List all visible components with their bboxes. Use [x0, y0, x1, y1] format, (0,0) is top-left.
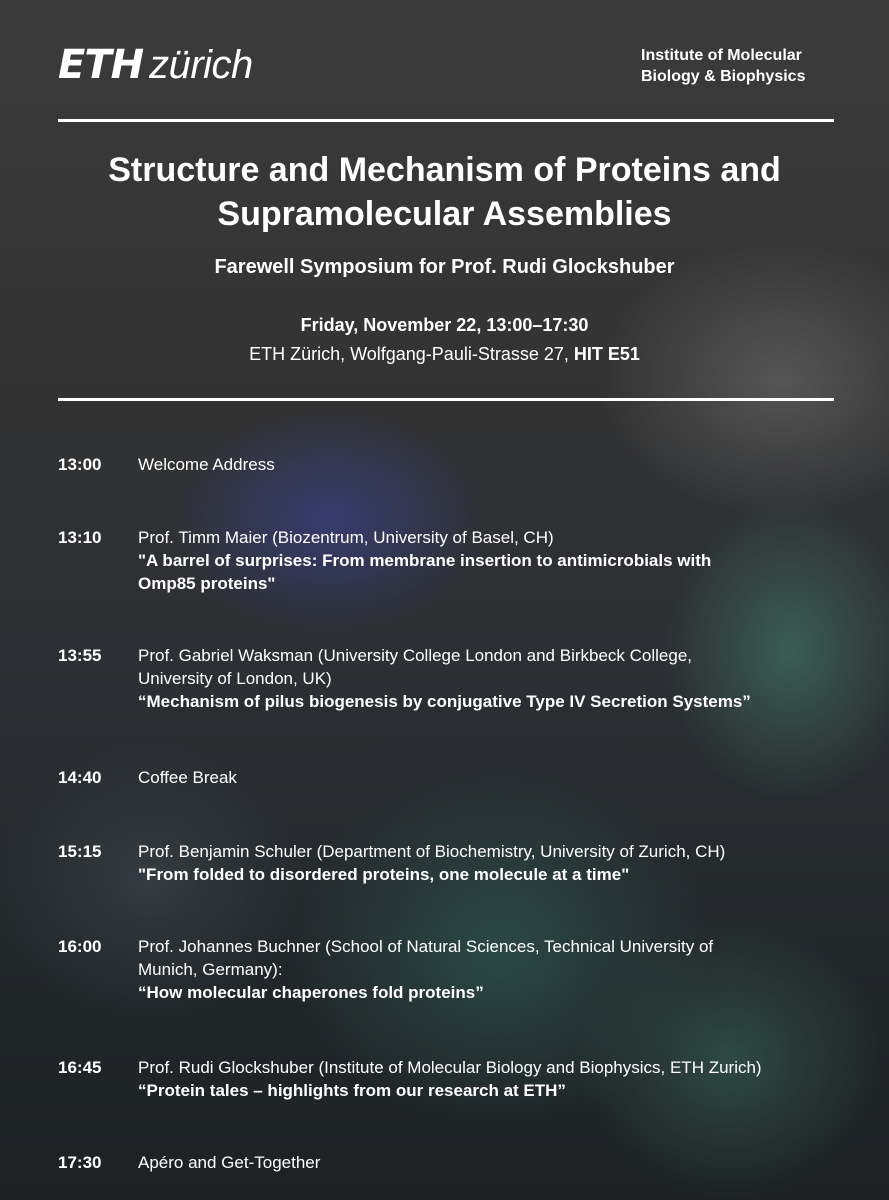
program-entry	[138, 453, 858, 476]
top-divider	[58, 119, 834, 122]
program-talk-title-line: "From folded to disordered proteins, one molecule at a time"	[138, 865, 630, 884]
poster-title	[0, 148, 889, 236]
program-entry	[138, 1056, 858, 1102]
poster-subtitle: Farewell Symposium for Prof. Rudi Glockshuber	[214, 256, 675, 278]
program-speaker-line: Munich, Germany):	[138, 960, 283, 979]
location-room: HIT E51	[573, 344, 640, 364]
program-speaker-line: Prof. Gabriel Waksman (University College London and Birkbeck College,	[138, 646, 693, 665]
title-line-2: Supramolecular Assemblies	[217, 195, 672, 233]
program-talk-title-line: Omp85 proteins"	[138, 574, 276, 593]
institute-line-1: Institute of Molecular	[641, 47, 802, 64]
program-time: 13:55	[58, 646, 102, 665]
program-speaker-line: Prof. Timm Maier (Biozentrum, University of Basel, CH)	[138, 528, 554, 547]
program-time: 13:10	[58, 528, 102, 547]
bottom-divider	[58, 398, 834, 401]
program-speaker-line: Prof. Benjamin Schuler (Department of Biochemistry, University of Zurich, CH)	[138, 842, 726, 861]
program-entry	[138, 644, 858, 713]
program-entry	[138, 766, 858, 789]
program-time: 14:40	[58, 768, 102, 787]
logo-eth-text: ETH	[58, 42, 144, 88]
program-speaker-line: Coffee Break	[138, 768, 237, 787]
event-date: Friday, November 22, 13:00–17:30	[300, 315, 589, 335]
program-talk-title-line: “Protein tales – highlights from our research at ETH”	[138, 1081, 566, 1100]
title-line-1: Structure and Mechanism of Proteins and	[108, 151, 781, 189]
program-talk-title-line: “How molecular chaperones fold proteins”	[138, 983, 484, 1002]
eth-zurich-logo	[58, 42, 253, 92]
program-speaker-line: Welcome Address	[138, 455, 275, 474]
program-time: 17:30	[58, 1153, 102, 1172]
program-entry	[138, 1151, 858, 1174]
program-time: 16:00	[58, 937, 102, 956]
logo-zurich-text: zürich	[149, 43, 253, 87]
program-entry	[138, 840, 858, 886]
program-talk-title-line: "A barrel of surprises: From membrane insertion to antimicrobials with	[138, 551, 712, 570]
program-talk-title-line: “Mechanism of pilus biogenesis by conjugative Type IV Secretion Systems”	[138, 692, 751, 711]
program-time: 13:00	[58, 455, 102, 474]
program-time: 16:45	[58, 1058, 102, 1077]
event-location	[0, 344, 889, 365]
program-speaker-line: Apéro and Get-Together	[138, 1153, 321, 1172]
program-entry	[138, 935, 858, 1004]
program-speaker-line: Prof. Johannes Buchner (School of Natural Sciences, Technical University of	[138, 937, 714, 956]
institute-name	[641, 45, 861, 87]
program-speaker-line: Prof. Rudi Glockshuber (Institute of Molecular Biology and Biophysics, ETH Zurich)	[138, 1058, 762, 1077]
location-address: ETH Zürich, Wolfgang-Pauli-Strasse 27,	[249, 344, 574, 364]
institute-line-2: Biology & Biophysics	[641, 68, 806, 85]
program-speaker-line: University of London, UK)	[138, 669, 332, 688]
program-time: 15:15	[58, 842, 102, 861]
program-entry	[138, 526, 858, 595]
